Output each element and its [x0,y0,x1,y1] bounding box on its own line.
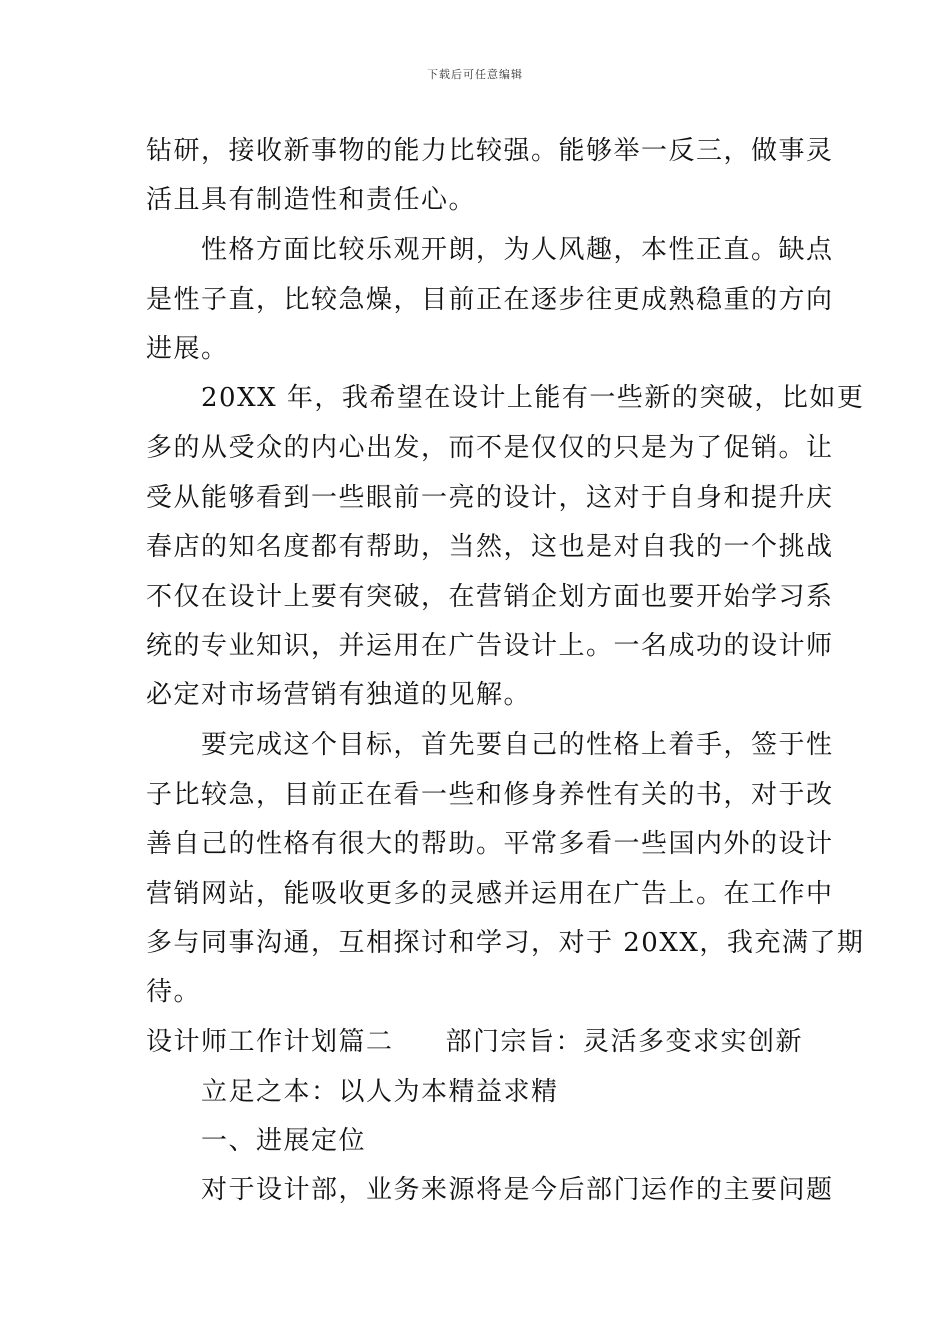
text-line: 活且具有制造性和责任心。 [146,185,477,215]
text-line: 春店的知名度都有帮助，当然，这也是对自我的一个挑战 [146,532,834,562]
section-title: 设计师工作计划篇二 [146,1027,394,1057]
text-line: 20XX 年，我希望在设计上能有一些新的突破，比如更 [146,383,865,413]
text-line: 进展。 [146,334,229,364]
page-header: 下载后可任意编辑 [427,68,523,81]
text-line: 立足之本：以人为本精益求精 [146,1077,559,1107]
text-line: 要完成这个目标，首先要自己的性格上着手，签于性 [146,730,834,760]
text-line: 一、进展定位 [146,1126,367,1156]
text-line: 对于设计部，业务来源将是今后部门运作的主要问题 [146,1175,834,1205]
text-line: 统的专业知识，并运用在广告设计上。一名成功的设计师 [146,631,834,661]
text-line: 不仅在设计上要有突破，在营销企划方面也要开始学习系 [146,582,834,612]
text-line: 必定对市场营销有独道的见解。 [146,680,532,710]
text-line: 子比较急，目前正在看一些和修身养性有关的书，对于改 [146,780,834,810]
text-line: 多与同事沟通，互相探讨和学习，对于 20XX，我充满了期 [146,928,865,958]
text-line: 是性子直，比较急燥，目前正在逐步往更成熟稳重的方向 [146,285,834,315]
text-line: 善自己的性格有很大的帮助。平常多看一些国内外的设计 [146,829,834,859]
text-line: 钻研，接收新事物的能力比较强。能够举一反三，做事灵 [146,136,834,166]
text-line: 多的从受众的内心出发，而不是仅仅的只是为了促销。让 [146,433,834,463]
text-line: 营销网站，能吸收更多的灵感并运用在广告上。在工作中 [146,879,834,909]
text-line: 性格方面比较乐观开朗，为人风趣，本性正直。缺点 [146,235,834,265]
text-line: 受从能够看到一些眼前一亮的设计，这对于自身和提升庆 [146,483,834,513]
section-heading-line [146,1027,803,1057]
section-motto: 部门宗旨：灵活多变求实创新 [445,1027,804,1057]
text-line: 待。 [146,977,202,1007]
